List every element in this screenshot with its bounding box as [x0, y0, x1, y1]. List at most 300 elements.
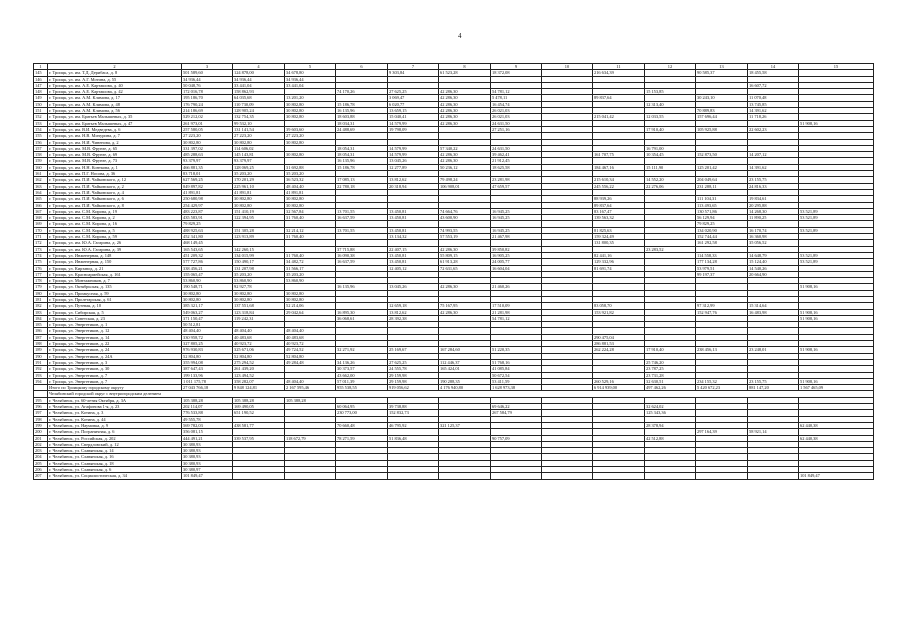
value-cell: 16 895,30 [336, 309, 388, 315]
value-cell [748, 473, 799, 479]
value-cell: 16 604,04 [491, 265, 542, 271]
value-cell: 24 631,50 [491, 145, 542, 151]
value-cell: 25 169,67 [388, 347, 439, 353]
value-cell: 27 625,25 [388, 89, 439, 95]
row-index-cell: 180 [34, 290, 48, 296]
row-index-cell: 177 [34, 271, 48, 277]
value-cell: 2 167 595,46 [285, 385, 336, 391]
address-cell: г. Челябинск, ул. Котина, д. 3 [48, 410, 182, 416]
value-cell: 48 404,40 [233, 328, 285, 334]
value-cell: 51 220,35 [491, 347, 542, 353]
value-cell: 155 065,47 [182, 271, 233, 277]
value-cell: 15 124,40 [748, 259, 799, 265]
value-cell: 53 860,90 [182, 278, 233, 284]
value-cell [593, 473, 645, 479]
address-cell: г. Троицк, ул. Советская, д. 23 [48, 315, 182, 321]
value-cell: 137 551,68 [233, 303, 285, 309]
value-cell: 16 454,74 [491, 101, 542, 107]
value-cell: 25 746,20 [645, 359, 696, 365]
value-cell: 111 104,31 [696, 196, 748, 202]
column-number-11: 11 [593, 64, 645, 70]
page-number: 4 [458, 32, 462, 40]
value-cell: 33 441,04 [285, 82, 336, 88]
column-number-6: 6 [336, 64, 388, 70]
value-cell: 14 268,30 [748, 208, 799, 214]
row-index-cell: 176 [34, 265, 48, 271]
value-cell: 16 483,98 [748, 309, 799, 315]
row-index-cell: 170 [34, 227, 48, 233]
address-cell: г. Троицк, ул. Октябрьская, д. 135 [48, 284, 182, 290]
value-cell: 202 114,07 [182, 404, 233, 410]
value-cell: 338 456,21 [182, 265, 233, 271]
address-cell: г. Троицк, ул. Промкусная, д. 59 [48, 290, 182, 296]
address-cell: г. Троицк, ул. Энергетиков, д. 24 [48, 347, 182, 353]
address-cell: г. Челябинск, ул. 60-летия Октября, д. 3А [48, 397, 182, 403]
row-index-cell: 203 [34, 448, 48, 454]
value-cell: 24 488,69 [336, 126, 388, 132]
value-cell: 37 715,88 [336, 246, 388, 252]
value-cell: 51 768,16 [491, 359, 542, 365]
value-cell: 34 936,44 [182, 76, 233, 82]
value-cell: 13 812,62 [388, 177, 439, 183]
address-cell: г. Троицк, ул. Путевая, д. 10 [48, 303, 182, 309]
value-cell: 53 521,89 [799, 215, 874, 221]
value-cell: 30 802,80 [285, 114, 336, 120]
value-cell: 139 563,32 [593, 215, 645, 221]
value-cell: 30 802,80 [233, 202, 285, 208]
value-cell: 21 281,98 [491, 309, 542, 315]
value-cell: 142 260,15 [233, 246, 285, 252]
value-cell: 55 809,15 [439, 252, 491, 258]
value-cell: 569 782,03 [182, 422, 233, 428]
value-cell: 176 790,24 [182, 101, 233, 107]
value-cell: 16 135,96 [336, 284, 388, 290]
value-cell: 881 147,20 [748, 385, 799, 391]
row-index-cell: 146 [34, 76, 48, 82]
value-cell: 53 521,89 [799, 227, 874, 233]
value-cell: 89 837,64 [593, 202, 645, 208]
value-cell [285, 473, 336, 479]
value-cell: 501 589,60 [182, 70, 233, 76]
row-index-cell: 207 [34, 473, 48, 479]
value-cell: 51 836,48 [388, 435, 439, 441]
value-cell: 358 282,07 [233, 378, 285, 384]
value-cell: 132 754,35 [233, 114, 285, 120]
value-cell: 24 005,77 [491, 259, 542, 265]
row-index-cell: 168 [34, 215, 48, 221]
value-cell: 36 068,61 [336, 315, 388, 321]
value-cell: 15 186,78 [336, 164, 388, 170]
row-index-cell: 199 [34, 422, 48, 428]
address-cell: г. Челябинск, ул. Славянская, д. 6 [48, 467, 182, 473]
address-cell: г. Троицк, ул. Энергетиков, д. 7 [48, 372, 182, 378]
column-number-4: 4 [233, 64, 285, 70]
value-cell: 30 802,80 [182, 290, 233, 296]
address-cell: г. Челябинск, ул. Свердловский, д. 12 [48, 441, 182, 447]
value-cell [388, 473, 439, 479]
value-cell: 1 567 465,09 [799, 385, 874, 391]
value-cell: 151 410,19 [233, 208, 285, 214]
value-cell: 105 388,28 [285, 397, 336, 403]
table-row [34, 473, 874, 479]
row-index-cell: 175 [34, 259, 48, 265]
value-cell: 238 456,13 [696, 347, 748, 353]
value-cell: 20 318,94 [388, 183, 439, 189]
address-cell: г. Троицк, ул. Инженерная, д. 150 [48, 259, 182, 265]
value-cell: 16 905,25 [491, 252, 542, 258]
value-cell: 42 286,30 [439, 120, 491, 126]
value-cell: 849 897,82 [182, 183, 233, 189]
value-cell: 31 692,88 [285, 164, 336, 170]
value-cell: 30 802,80 [285, 108, 336, 114]
value-cell: 158 862,93 [233, 89, 285, 95]
value-cell: 30 802,80 [233, 196, 285, 202]
value-cell: 165 424,01 [439, 366, 491, 372]
address-cell: г. Троицк, ул. им. А.М. Климова, д. 48 [48, 101, 182, 107]
value-cell: 41 891,81 [233, 189, 285, 195]
value-cell [542, 473, 593, 479]
value-cell: 14 579,99 [388, 152, 439, 158]
value-cell: 78 271,59 [336, 435, 388, 441]
value-cell: 10 354,45 [645, 152, 696, 158]
value-cell: 12 277,89 [388, 164, 439, 170]
address-cell: г. Троицк, ул. Энергетиков, д. 3 [48, 359, 182, 365]
row-index-cell: 194 [34, 378, 48, 384]
value-cell: 42 286,30 [439, 152, 491, 158]
row-index-cell: 202 [34, 441, 48, 447]
value-cell: 51 908,16 [799, 378, 874, 384]
value-cell: 106 908,01 [439, 183, 491, 189]
value-cell: 30 802,80 [233, 290, 285, 296]
value-cell: 31 760,40 [285, 215, 336, 221]
value-cell: 131 800,35 [593, 240, 645, 246]
value-cell: 42 286,30 [439, 246, 491, 252]
row-index-cell: 193 [34, 372, 48, 378]
value-cell: 69 646,22 [491, 404, 542, 410]
row-index-cell: 171 [34, 234, 48, 240]
address-cell: г. Троицк, ул. Пролетарская, д. 61 [48, 296, 182, 302]
address-cell: г. Троицк, ул. Энергетиков, д. 30 [48, 366, 182, 372]
value-cell: 577 727,86 [182, 259, 233, 265]
value-cell: 42 286,30 [439, 158, 491, 164]
value-cell: 23 155,75 [748, 378, 799, 384]
value-cell: 40 923,72 [285, 341, 336, 347]
value-cell: 18 054,31 [336, 145, 388, 151]
value-cell: 105 388,28 [233, 397, 285, 403]
value-cell: 119 242,31 [233, 315, 285, 321]
value-cell: 157 696,44 [696, 114, 748, 120]
value-cell: 327 805,25 [182, 341, 233, 347]
column-number-1: 1 [34, 64, 48, 70]
value-cell: 195 186,70 [182, 95, 233, 101]
value-cell: 18 625,58 [491, 164, 542, 170]
value-cell: 13 450,81 [388, 215, 439, 221]
value-cell: 11 070,48 [748, 95, 799, 101]
column-number-12: 12 [645, 64, 696, 70]
value-cell: 26 021,03 [491, 108, 542, 114]
value-cell: 14 552,20 [645, 177, 696, 183]
address-cell: г. Троицк, ул. им. П.И. Чайковского, д. 2 [48, 183, 182, 189]
address-cell: г. Троицк, ул. им. М.В. Фрунзе, д. 69 [48, 152, 182, 158]
row-index-cell: 151 [34, 108, 48, 114]
value-cell: 20 664,90 [748, 271, 799, 277]
value-cell: 41 085,84 [491, 366, 542, 372]
value-cell: 83 058,70 [593, 303, 645, 309]
value-cell: 919 056,62 [388, 385, 439, 391]
value-cell: 123 318,84 [233, 309, 285, 315]
row-index-cell: 200 [34, 429, 48, 435]
value-cell: 9 848 124,81 [233, 385, 285, 391]
value-cell: 61 913,28 [439, 259, 491, 265]
value-cell: 16 090,38 [336, 252, 388, 258]
value-cell: 29 042,64 [285, 309, 336, 315]
value-cell: 19 834,61 [748, 196, 799, 202]
budget-table [33, 63, 874, 480]
value-cell: 90 757,09 [491, 435, 542, 441]
value-cell: 118 672,79 [285, 435, 336, 441]
value-cell: 134 020,90 [696, 227, 748, 233]
value-cell: 93 379,97 [233, 158, 285, 164]
value-cell: 26 021,03 [491, 114, 542, 120]
value-cell: 177 134,28 [696, 259, 748, 265]
value-cell: 50 672,54 [491, 372, 542, 378]
row-index-cell: 163 [34, 183, 48, 189]
row-index-cell: 150 [34, 101, 48, 107]
address-cell: г. Троицк, ул. им. П.И. Чайковского, д. 8 [48, 202, 182, 208]
value-cell: 75 167,95 [439, 303, 491, 309]
value-cell: 36 523,32 [285, 177, 336, 183]
value-cell: 452 341,80 [182, 234, 233, 240]
value-cell: 18 372,08 [491, 70, 542, 76]
address-cell: г. Троицк, ул. им. П.И. Чайковского, д. 6 [48, 196, 182, 202]
value-cell: 61 523,28 [439, 70, 491, 76]
value-cell: 13 045,26 [388, 158, 439, 164]
value-cell: 275 294,52 [233, 359, 285, 365]
value-cell: 23 283,52 [645, 246, 696, 252]
address-cell: г. Троицк, ул. им. П.И. Чайковского, д. 12 [48, 177, 182, 183]
value-cell: 15 314,64 [748, 303, 799, 309]
value-cell: 23 155,75 [748, 177, 799, 183]
row-index-cell: 161 [34, 171, 48, 177]
value-cell: 488 925,63 [182, 227, 233, 233]
value-cell: 57 553,19 [439, 234, 491, 240]
address-cell: г. Троицк, ул. Сибирская, д. 5 [48, 309, 182, 315]
value-cell: 13 450,81 [388, 259, 439, 265]
address-cell: г. Челябинск, ул. Социалистическая, д. 34 [48, 473, 182, 479]
value-cell: 54 781,12 [491, 315, 542, 321]
row-index-cell: 164 [34, 189, 48, 195]
value-cell: 30 802,80 [285, 290, 336, 296]
value-cell: 15 111,90 [645, 164, 696, 170]
value-cell: 371 150,47 [182, 315, 233, 321]
row-index-cell: 172 [34, 240, 48, 246]
value-cell: 51 908,16 [799, 347, 874, 353]
value-cell: 54 781,12 [491, 89, 542, 95]
value-cell: 110 730,09 [233, 101, 285, 107]
row-index-cell: 173 [34, 246, 48, 252]
value-cell: 190 548,71 [182, 284, 233, 290]
value-cell: 58 921,14 [748, 429, 799, 435]
value-cell: 53 521,89 [799, 208, 874, 214]
address-cell: г. Троицк, ул. им. Т.Д. Дерибаса, д. 8 [48, 70, 182, 76]
value-cell: 24 816,33 [748, 183, 799, 189]
row-index-cell: 206 [34, 467, 48, 473]
value-cell: 387 647,43 [182, 366, 233, 372]
value-cell: 30 243,10 [696, 95, 748, 101]
value-cell: 32 624,02 [645, 404, 696, 410]
value-cell: 112 446,37 [439, 359, 491, 365]
value-cell: 13 450,81 [388, 227, 439, 233]
address-cell: г. Троицк, ул. им. А.Г. Мотина, д. 55 [48, 76, 182, 82]
value-cell: 128 069,25 [233, 164, 285, 170]
value-cell: 31 566,17 [285, 265, 336, 271]
value-cell: 15 040,41 [388, 114, 439, 120]
value-cell: 18 034,31 [336, 120, 388, 126]
address-cell: г. Челябинск, ул. Котина, д. 44 [48, 416, 182, 422]
value-cell: 627 569,25 [182, 177, 233, 183]
row-index-cell: 165 [34, 196, 48, 202]
address-cell: г. Троицк, ул. Энергетиков, д. 14 [48, 334, 182, 340]
value-cell: 128 905,24 [233, 108, 285, 114]
value-cell: 165 543,65 [182, 246, 233, 252]
address-cell: г. Троицк, ул. им. А.М. Климова, д. 17 [48, 95, 182, 101]
value-cell: 24 631,50 [491, 120, 542, 126]
value-cell: 57 340,22 [439, 145, 491, 151]
address-cell: г. Троицк, ул. им. П.Г. Носова, д. 36 [48, 171, 182, 177]
value-cell: 497 462,26 [645, 385, 696, 391]
value-cell: 30 802,80 [233, 296, 285, 302]
column-number-14: 14 [748, 64, 799, 70]
value-cell: 13 745,85 [748, 101, 799, 107]
value-cell: 81 825,63 [593, 227, 645, 233]
value-cell: 74 664,76 [439, 208, 491, 214]
column-number-10: 10 [542, 64, 593, 70]
row-index-cell: 192 [34, 366, 48, 372]
column-number-15: 15 [799, 64, 874, 70]
value-cell: 46 795,92 [388, 422, 439, 428]
value-cell: 167 284,60 [439, 347, 491, 353]
row-index-cell: 152 [34, 114, 48, 120]
address-cell: г. Троицк, ул. Красноармейская, д. 161 [48, 271, 182, 277]
value-cell: 184 467,16 [593, 164, 645, 170]
value-cell: 51 908,16 [799, 309, 874, 315]
value-cell: 42 286,30 [439, 101, 491, 107]
value-cell: 245 556,22 [593, 183, 645, 189]
row-index-cell: 189 [34, 347, 48, 353]
value-cell: 30 802,80 [285, 296, 336, 302]
value-cell: 56 129,94 [696, 215, 748, 221]
address-cell: г. Троицк, ул. им. Братьев Малышевых, д. 35 [48, 114, 182, 120]
value-cell: 16 637,59 [336, 215, 388, 221]
value-cell: 50 236,12 [439, 164, 491, 170]
row-index-cell: 187 [34, 334, 48, 340]
value-cell: 113 493,65 [696, 202, 748, 208]
row-index-cell: 184 [34, 315, 48, 321]
value-cell: 28 378,94 [645, 422, 696, 428]
value-cell: 39 603,60 [285, 126, 336, 132]
value-cell: 17 085,13 [336, 177, 388, 183]
address-cell: г. Троицк, ул. им. М.В. Фрунзе, д. 73 [48, 158, 182, 164]
value-cell: 261 439,20 [233, 366, 285, 372]
row-index-cell: 196 [34, 404, 48, 410]
value-cell: 114 558,33 [696, 252, 748, 258]
value-cell: 468 149,45 [182, 240, 233, 246]
column-number-5: 5 [285, 64, 336, 70]
value-cell: 297 164,39 [696, 429, 748, 435]
value-cell: 976 930,83 [182, 347, 233, 353]
value-cell: 216 634,39 [593, 70, 645, 76]
value-cell: 651 190,52 [233, 410, 285, 416]
value-cell: 231 288,11 [696, 183, 748, 189]
value-cell: 53 860,90 [233, 278, 285, 284]
value-cell: 101 849,47 [799, 473, 874, 479]
value-cell: 30 380,93 [182, 454, 233, 460]
value-cell: 30 802,80 [285, 196, 336, 202]
value-cell: 1 628 973,38 [491, 385, 542, 391]
address-cell: Итого по Троицкому городскому округу [48, 385, 182, 391]
row-index-cell: 159 [34, 158, 48, 164]
value-cell: 49 724,52 [285, 347, 336, 353]
value-cell: 16 791,00 [645, 145, 696, 151]
value-cell: 254 429,97 [182, 202, 233, 208]
value-cell: 355 994,08 [182, 359, 233, 365]
address-cell: г. Троицк, ул. им. Н.Н. Конткова, д. 1 [48, 164, 182, 170]
value-cell: 33 441,04 [233, 82, 285, 88]
value-cell: 16 637,59 [336, 259, 388, 265]
value-cell: 83 167,47 [593, 208, 645, 214]
value-cell: 92 927,78 [233, 284, 285, 290]
value-cell: 123 913,89 [233, 234, 285, 240]
address-cell: г. Троицк, ул. им. В.И. Медведева, д. 6 [48, 126, 182, 132]
address-cell: г. Троицк, ул. им. А.М. Климова, д. 56 [48, 108, 182, 114]
value-cell: 39 738,88 [388, 404, 439, 410]
column-number-3: 3 [182, 64, 233, 70]
value-cell: 41 891,81 [182, 189, 233, 195]
value-cell: 93 379,97 [182, 158, 233, 164]
value-cell: 51 908,16 [799, 120, 874, 126]
value-cell: 17 910,40 [645, 126, 696, 132]
value-cell: 99 532,10 [233, 120, 285, 126]
column-number-8: 8 [439, 64, 491, 70]
value-cell: 16 135,96 [336, 108, 388, 114]
value-cell: 169 490,05 [233, 404, 285, 410]
value-cell: 27 625,25 [388, 359, 439, 365]
address-cell: г. Троицк, ул. им. Н.И. Чиненова, д. 2 [48, 139, 182, 145]
address-cell: г. Троицк, ул. им. С.М. Кирова, д. 59 [48, 234, 182, 240]
value-cell: 30 802,80 [182, 139, 233, 145]
value-cell: 30 802,80 [285, 152, 336, 158]
value-cell: 6 914 939,00 [593, 385, 645, 391]
value-cell: 51 908,16 [799, 315, 874, 321]
value-cell: 29 159,98 [388, 372, 439, 378]
value-cell: 12 033,55 [645, 114, 696, 120]
value-cell: 101 849,47 [182, 473, 233, 479]
value-cell: 145 143,81 [233, 152, 285, 158]
value-cell: 40 483,68 [233, 334, 285, 340]
value-cell: 5 478,11 [491, 95, 542, 101]
value-cell: 134 015,99 [233, 252, 285, 258]
row-index-cell: 198 [34, 416, 48, 422]
value-cell: 105 925,88 [696, 126, 748, 132]
value-cell: 52 804,80 [233, 353, 285, 359]
section-heading: Челябинский городской округ с внутригородским делением [48, 391, 874, 397]
value-cell: 74 170,26 [336, 89, 388, 95]
value-cell: 385 321,17 [182, 303, 233, 309]
column-number-7: 7 [388, 64, 439, 70]
address-cell: г. Троицк, ул. им. С.М. Кирова, д. 19 [48, 208, 182, 214]
value-cell: 22 602,23 [748, 126, 799, 132]
value-cell: 34 678,80 [285, 70, 336, 76]
